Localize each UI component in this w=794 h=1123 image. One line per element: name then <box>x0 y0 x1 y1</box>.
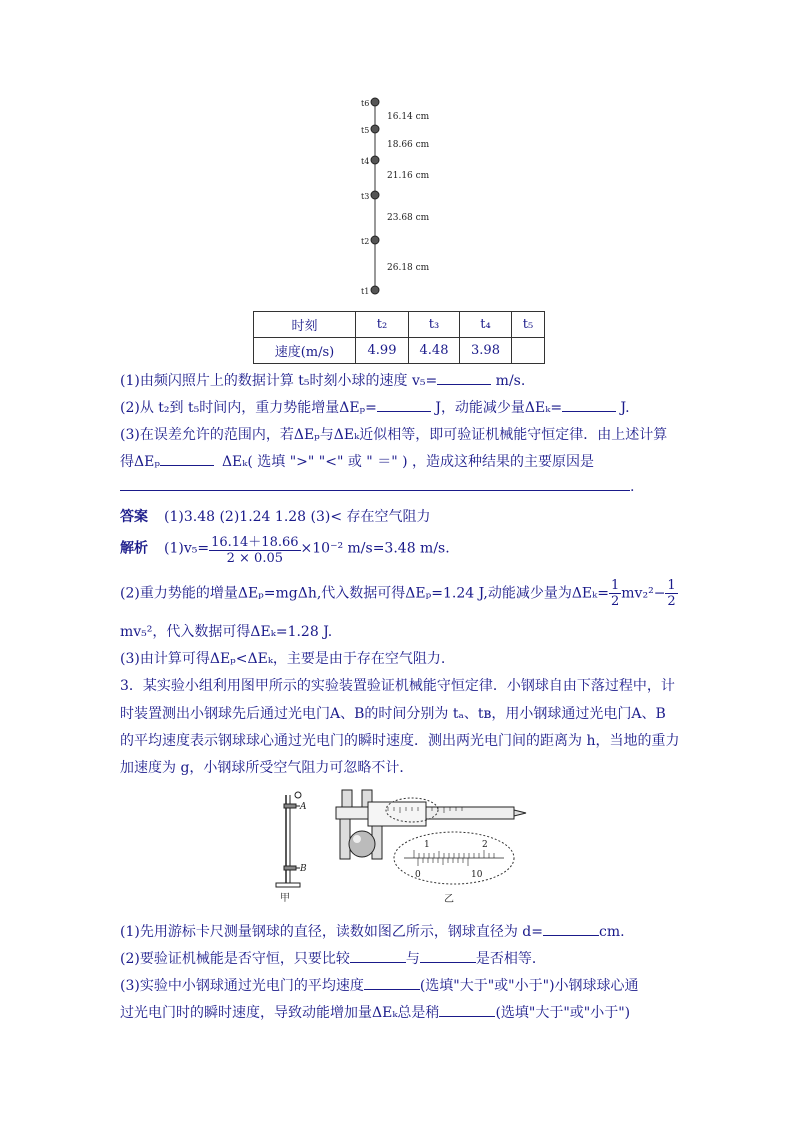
fraction-numerator: 1 <box>611 578 620 593</box>
analysis-line3: mv₅²，代入数据可得ΔEₖ=1.28 J. <box>120 624 333 640</box>
problem3-line4: 加速度为 g，小钢球所受空气阻力可忽略不计． <box>120 760 414 776</box>
table-cell: 速度(m/s) <box>254 338 356 364</box>
analysis-text: (2)重力势能的增量ΔEₚ=mgΔh,代入数据可得ΔEₚ=1.24 J,动能减少量为ΔEₖ= <box>120 585 609 602</box>
fraction-denominator: 2 <box>611 594 620 609</box>
time-label: t3 <box>361 192 370 201</box>
question-text: (1)先用游标卡尺测量钢球的直径，读数如图乙所示，钢球直径为 d= <box>120 924 543 940</box>
main-scale-label: 1 <box>424 840 430 850</box>
photogate-b-icon <box>284 866 296 870</box>
table-cell: t₂ <box>356 312 409 338</box>
fraction-numerator: 1 <box>667 578 676 593</box>
strobe-ball <box>371 125 379 133</box>
apparatus-figure <box>268 785 318 905</box>
strobe-ball <box>371 191 379 199</box>
problem3-line3: 的平均速度表示钢球球心通过光电门的瞬时速度．测出两光电门间的距离为 h，当地的重力 <box>120 733 680 749</box>
label-a: A <box>300 802 307 812</box>
subquestion-3-line2 <box>120 1002 630 1022</box>
vernier-caliper-figure <box>328 780 528 908</box>
distance-label: 21.16 cm <box>387 171 430 181</box>
steel-ball-icon <box>349 831 375 857</box>
answer-blank[interactable] <box>439 1004 495 1017</box>
figure-label-jia: 甲 <box>280 893 290 904</box>
table-row <box>254 312 545 338</box>
question-text: 与 <box>405 951 420 967</box>
question-3-line2 <box>120 451 594 471</box>
fraction <box>609 578 621 609</box>
table-cell: t₅ <box>512 312 545 338</box>
time-label: t5 <box>361 126 370 135</box>
time-label: t1 <box>361 287 370 296</box>
steel-ball-icon <box>295 792 301 798</box>
main-scale-label: 2 <box>482 840 488 850</box>
answer-blank[interactable] <box>420 950 476 963</box>
answer-blank[interactable] <box>562 399 616 412</box>
answer-blank[interactable] <box>350 950 406 963</box>
question-3-line3 <box>120 478 634 495</box>
distance-label: 18.66 cm <box>387 140 430 150</box>
answer-line <box>120 506 431 526</box>
photogate-a-icon <box>284 804 296 808</box>
question-text: (1)由频闪照片上的数据计算 t₅时刻小球的速度 v₅= <box>120 373 438 389</box>
analysis-line4: (3)由计算可得ΔEₚ<ΔEₖ，主要是由于存在空气阻力. <box>120 651 446 667</box>
analysis-line2 <box>120 578 678 609</box>
time-label: t6 <box>361 99 370 108</box>
velocity-table <box>253 311 545 364</box>
vernier-scale-label: 0 <box>415 870 421 880</box>
question-text: 是否相等． <box>475 951 546 967</box>
question-text: . <box>630 479 635 495</box>
table-cell: 4.99 <box>356 338 409 364</box>
subquestion-1 <box>120 921 625 941</box>
analysis-text: mv₂²− <box>621 585 666 602</box>
time-label: t2 <box>361 237 370 246</box>
problem3-line1: 3．某实验小组利用图甲所示的实验装置验证机械能守恒定律．小钢球自由下落过程中，计 <box>120 678 675 694</box>
fraction-numerator: 16.14＋18.66 <box>209 531 300 551</box>
distance-label: 23.68 cm <box>387 213 430 223</box>
question-text: J，动能减少量ΔEₖ= <box>430 400 563 416</box>
analysis-line1 <box>120 531 450 566</box>
strobe-ball <box>371 98 379 106</box>
subquestion-3-line1 <box>120 975 639 995</box>
question-text: (3)实验中小钢球通过光电门的平均速度 <box>120 978 364 994</box>
table-cell: t₃ <box>409 312 460 338</box>
question-text: J. <box>616 400 630 416</box>
answer-blank[interactable] <box>377 399 431 412</box>
analysis-text: ×10⁻² m/s=3.48 m/s. <box>300 540 450 557</box>
question-2 <box>120 397 630 417</box>
table-cell <box>512 338 545 364</box>
question-text: (选填"大于"或"小于")小钢球球心通 <box>419 978 639 994</box>
distance-label: 16.14 cm <box>387 112 430 122</box>
question-3-line1: (3)在误差允许的范围内，若ΔEₚ与ΔEₖ近似相等，即可验证机械能守恒定律．由上述计算 <box>120 427 668 443</box>
question-text: cm. <box>598 924 625 940</box>
fraction-denominator: 2 <box>667 594 676 609</box>
table-row <box>254 338 545 364</box>
subquestion-2 <box>120 948 546 968</box>
table-cell: 4.48 <box>409 338 460 364</box>
strobe-ball <box>371 286 379 294</box>
strobe-ball <box>371 236 379 244</box>
table-cell: t₄ <box>460 312 512 338</box>
vernier-scale-label: 10 <box>471 870 483 880</box>
distance-label: 26.18 cm <box>387 263 430 273</box>
fraction <box>209 531 300 566</box>
question-text: 过光电门时的瞬时速度，导致动能增加量ΔEₖ总是稍 <box>120 1005 440 1021</box>
question-text: (选填"大于"或"小于") <box>495 1005 631 1021</box>
label-b: B <box>300 864 307 874</box>
question-1 <box>120 370 525 390</box>
answer-blank[interactable] <box>437 372 491 385</box>
fraction <box>665 578 677 609</box>
question-text: (2)从 t₂到 t₅时间内，重力势能增量ΔEₚ= <box>120 400 377 416</box>
table-cell: 3.98 <box>460 338 512 364</box>
answer-blank[interactable] <box>160 453 214 466</box>
analysis-label: 解析 <box>120 540 148 557</box>
answer-label: 答案 <box>120 509 148 525</box>
answer-blank[interactable] <box>364 977 420 990</box>
question-text: ΔEₖ( 选填 ">" "<" 或 " ＝" ) ，造成这种结果的主要原因是 <box>221 454 594 470</box>
table-cell: 时刻 <box>254 312 356 338</box>
answer-blank[interactable] <box>543 923 599 936</box>
strobe-ball <box>371 156 379 164</box>
problem3-line2: 时装置测出小钢球先后通过光电门A、B的时间分别为 tₐ、tʙ，用小钢球通过光电门A、B <box>120 706 666 722</box>
figure-label-yi: 乙 <box>444 894 454 905</box>
analysis-text: (1)v₅= <box>164 540 210 557</box>
question-text: m/s. <box>491 373 526 389</box>
fraction-denominator: 2 × 0.05 <box>226 551 283 566</box>
time-label: t4 <box>361 157 370 166</box>
strobe-photo-figure <box>355 92 475 302</box>
answer-text: (1)3.48 (2)1.24 1.28 (3)< 存在空气阻力 <box>164 509 431 525</box>
answer-blank[interactable] <box>120 478 630 491</box>
question-text: (2)要验证机械能是否守恒，只要比较 <box>120 951 350 967</box>
question-text: 得ΔEₚ <box>120 454 160 470</box>
